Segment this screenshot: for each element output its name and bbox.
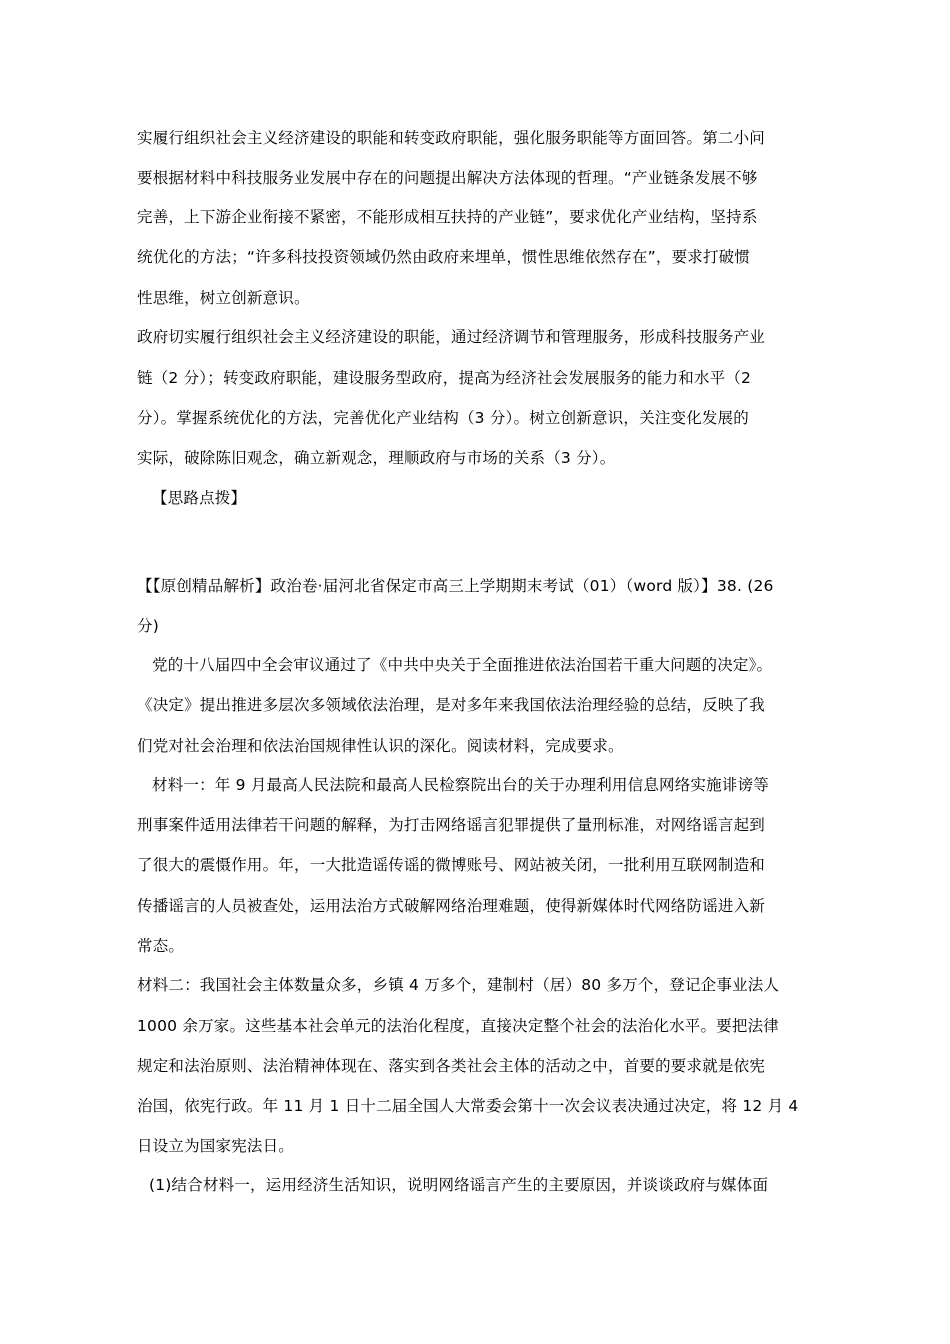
text-line: 治国，依宪行政。年 11 月 1 日十二届全国人大常委会第十一次会议表决通过决定，将 12 月 4	[137, 1097, 799, 1115]
text-line: 政府切实履行组织社会主义经济建设的职能，通过经济调节和管理服务，形成科技服务产业	[137, 328, 766, 346]
text-line: 分)	[137, 617, 159, 635]
text-line: 材料一：年 9 月最高人民法院和最高人民检察院出台的关于办理利用信息网络实施诽谤等	[152, 776, 769, 794]
text-line: 实履行组织社会主义经济建设的职能和转变政府职能，强化服务职能等方面回答。第二小问	[137, 129, 766, 147]
text-line: 完善，上下游企业衔接不紧密，不能形成相互扶持的产业链”，要求优化产业结构，坚持系	[137, 208, 758, 226]
text-line: 传播谣言的人员被查处，运用法治方式破解网络治理难题，使得新媒体时代网络防谣进入新	[137, 897, 766, 915]
text-line: 党的十八届四中全会审议通过了《中共中央关于全面推进依法治国若干重大问题的决定》。	[152, 656, 773, 674]
text-line: 规定和法治原则、法治精神体现在、落实到各类社会主体的活动之中，首要的要求就是依宪	[137, 1057, 766, 1075]
question-header: 【【原创精品解析】政治卷·届河北省保定市高三上学期期末考试（01）（word 版）】38. (26	[137, 577, 774, 595]
text-line: 链（2 分）；转变政府职能，建设服务型政府，提高为经济社会发展服务的能力和水平（2	[137, 369, 752, 387]
text-line: 性思维，树立创新意识。	[137, 289, 310, 307]
text-line: 分）。掌握系统优化的方法，完善优化产业结构（3 分）。树立创新意识，关注变化发展的	[137, 409, 749, 427]
text-line: 《决定》提出推进多层次多领域依法治理，是对多年来我国依法治理经验的总结，反映了我	[137, 696, 766, 714]
text-line: 要根据材料中科技服务业发展中存在的问题提出解决方法体现的哲理。“产业链条发展不够	[137, 169, 758, 187]
text-line: 常态。	[137, 937, 185, 955]
text-line: 日设立为国家宪法日。	[137, 1137, 295, 1155]
text-line: 材料二：我国社会主体数量众多，乡镇 4 万多个，建制村（居）80 多万个，登记企事业法人	[137, 976, 780, 994]
text-line: 1000 余万家。这些基本社会单元的法治化程度，直接决定整个社会的法治化水平。要把法律	[137, 1017, 779, 1035]
text-line: 们党对社会治理和依法治国规律性认识的深化。阅读材料，完成要求。	[137, 737, 624, 755]
text-line: 刑事案件适用法律若干问题的解释，为打击网络谣言犯罪提供了量刑标准，对网络谣言起到	[137, 816, 766, 834]
section-heading: 【思路点拨】	[152, 489, 247, 507]
text-line: 实际，破除陈旧观念，确立新观念，理顺政府与市场的关系（3 分）。	[137, 449, 616, 467]
question-item: (1)结合材料一，运用经济生活知识，说明网络谣言产生的主要原因，并谈谈政府与媒体面	[149, 1176, 769, 1194]
text-line: 了很大的震慑作用。年，一大批造谣传谣的微博账号、网站被关闭，一批利用互联网制造和	[137, 856, 766, 874]
text-line: 统优化的方法；“许多科技投资领域仍然由政府来埋单，惯性思维依然存在”，要求打破惯	[137, 248, 751, 266]
